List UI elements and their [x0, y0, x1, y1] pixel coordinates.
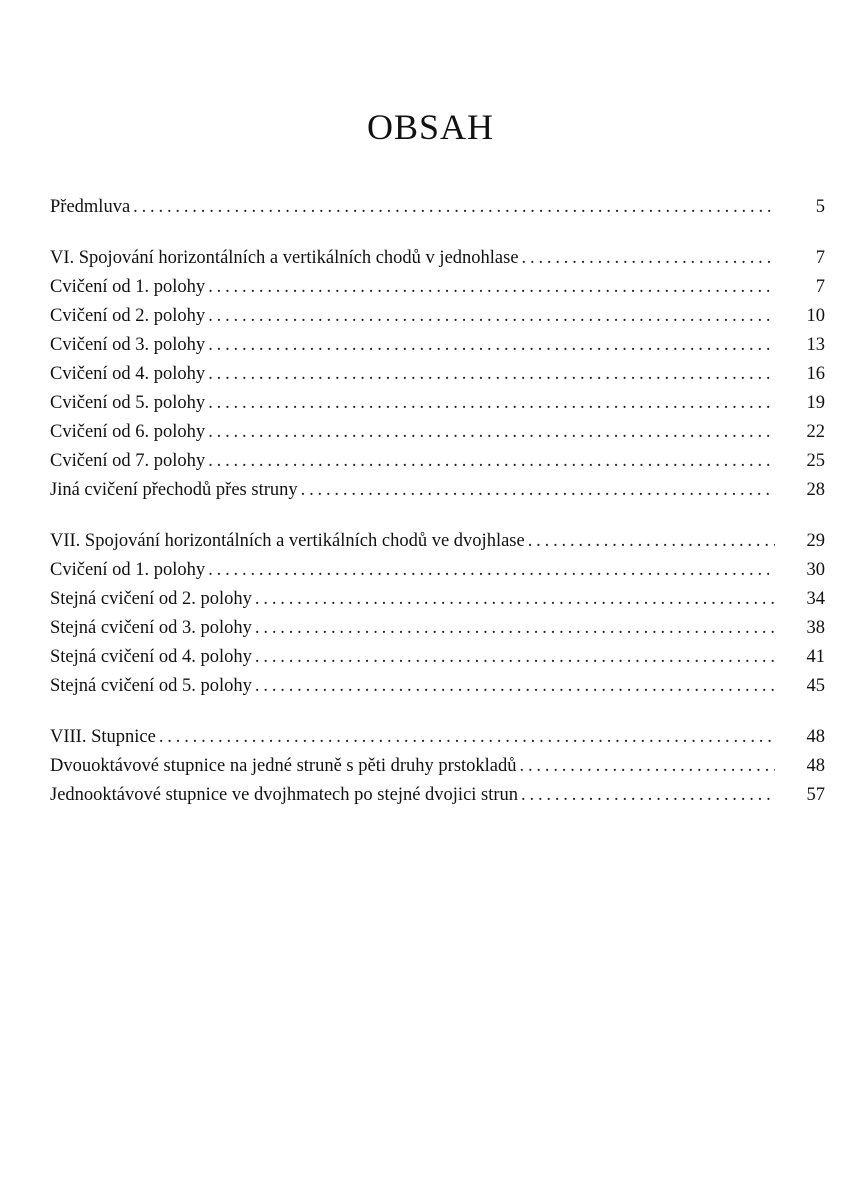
table-of-contents	[50, 193, 825, 832]
toc-entry-page: 38	[806, 618, 825, 638]
dot-leader	[255, 585, 775, 614]
toc-entry-page: 34	[806, 589, 825, 609]
toc-entry[interactable]	[50, 244, 825, 273]
toc-entry-label: VII. Spojování horizontálních a vertikálních chodů ve dvojhlase	[50, 531, 525, 551]
toc-entry[interactable]	[50, 476, 825, 505]
dot-leader	[208, 360, 775, 389]
toc-entry[interactable]	[50, 527, 825, 556]
toc-entry-label: VI. Spojování horizontálních a vertikálních chodů v jednohlase	[50, 248, 519, 268]
toc-entry-label: Jiná cvičení přechodů přes struny	[50, 480, 298, 500]
toc-section-vi	[50, 244, 825, 505]
toc-entry[interactable]	[50, 418, 825, 447]
toc-section-viii	[50, 723, 825, 810]
dot-leader	[208, 556, 775, 585]
toc-entry-page: 19	[806, 393, 825, 413]
toc-entry[interactable]	[50, 447, 825, 476]
toc-entry-label: Cvičení od 1. polohy	[50, 277, 206, 297]
toc-entry[interactable]	[50, 389, 825, 418]
toc-entry-label: Předmluva	[50, 197, 131, 217]
toc-entry-label: Cvičení od 1. polohy	[50, 560, 206, 580]
toc-entry-label: Cvičení od 3. polohy	[50, 335, 206, 355]
toc-entry-page: 29	[806, 531, 825, 551]
toc-entry-label: Stejná cvičení od 3. polohy	[50, 618, 252, 638]
dot-leader	[521, 781, 775, 810]
dot-leader	[255, 614, 775, 643]
toc-entry-label: VIII. Stupnice	[50, 727, 156, 747]
toc-entry[interactable]	[50, 643, 825, 672]
toc-entry-page: 25	[806, 451, 825, 471]
dot-leader	[255, 672, 775, 701]
toc-entry-label: Cvičení od 4. polohy	[50, 364, 206, 384]
toc-section-vii	[50, 527, 825, 701]
toc-entry-page: 22	[806, 422, 825, 442]
toc-entry[interactable]	[50, 752, 825, 781]
toc-entry[interactable]	[50, 193, 825, 222]
toc-entry-page: 5	[815, 197, 825, 217]
toc-entry-label: Stejná cvičení od 5. polohy	[50, 676, 252, 696]
toc-entry[interactable]	[50, 556, 825, 585]
toc-entry-page: 45	[806, 676, 825, 696]
toc-entry-page: 10	[806, 306, 825, 326]
toc-entry-page: 13	[806, 335, 825, 355]
toc-entry-page: 41	[806, 647, 825, 667]
dot-leader	[301, 476, 775, 505]
dot-leader	[208, 273, 775, 302]
toc-section-preface	[50, 193, 825, 222]
toc-entry-label: Dvouoktávové stupnice na jedné struně s pěti druhy prstokladů	[50, 756, 517, 776]
toc-entry-label: Cvičení od 7. polohy	[50, 451, 206, 471]
dot-leader	[208, 389, 775, 418]
toc-entry[interactable]	[50, 360, 825, 389]
toc-entry-label: Cvičení od 2. polohy	[50, 306, 206, 326]
toc-entry-page: 57	[806, 785, 825, 805]
toc-entry[interactable]	[50, 723, 825, 752]
toc-entry-label: Jednooktávové stupnice ve dvojhmatech po stejné dvojici strun	[50, 785, 519, 805]
dot-leader	[255, 643, 775, 672]
toc-entry-label: Stejná cvičení od 4. polohy	[50, 647, 252, 667]
toc-entry[interactable]	[50, 672, 825, 701]
page-title: OBSAH	[366, 107, 495, 147]
toc-entry-page: 7	[815, 248, 825, 268]
dot-leader	[522, 244, 775, 273]
toc-entry[interactable]	[50, 781, 825, 810]
toc-entry[interactable]	[50, 273, 825, 302]
dot-leader	[208, 447, 775, 476]
toc-entry-label: Cvičení od 6. polohy	[50, 422, 206, 442]
dot-leader	[520, 752, 775, 781]
dot-leader	[159, 723, 775, 752]
toc-entry-label: Cvičení od 5. polohy	[50, 393, 206, 413]
dot-leader	[133, 193, 775, 222]
dot-leader	[208, 331, 775, 360]
toc-entry-label: Stejná cvičení od 2. polohy	[50, 589, 252, 609]
dot-leader	[208, 418, 775, 447]
dot-leader	[528, 527, 775, 556]
toc-entry[interactable]	[50, 585, 825, 614]
toc-entry-page: 28	[806, 480, 825, 500]
dot-leader	[208, 302, 775, 331]
toc-entry-page: 7	[815, 277, 825, 297]
toc-entry-page: 48	[806, 756, 825, 776]
toc-entry-page: 16	[806, 364, 825, 384]
toc-entry-page: 48	[806, 727, 825, 747]
toc-entry-page: 30	[806, 560, 825, 580]
toc-entry[interactable]	[50, 614, 825, 643]
toc-entry[interactable]	[50, 331, 825, 360]
toc-entry[interactable]	[50, 302, 825, 331]
